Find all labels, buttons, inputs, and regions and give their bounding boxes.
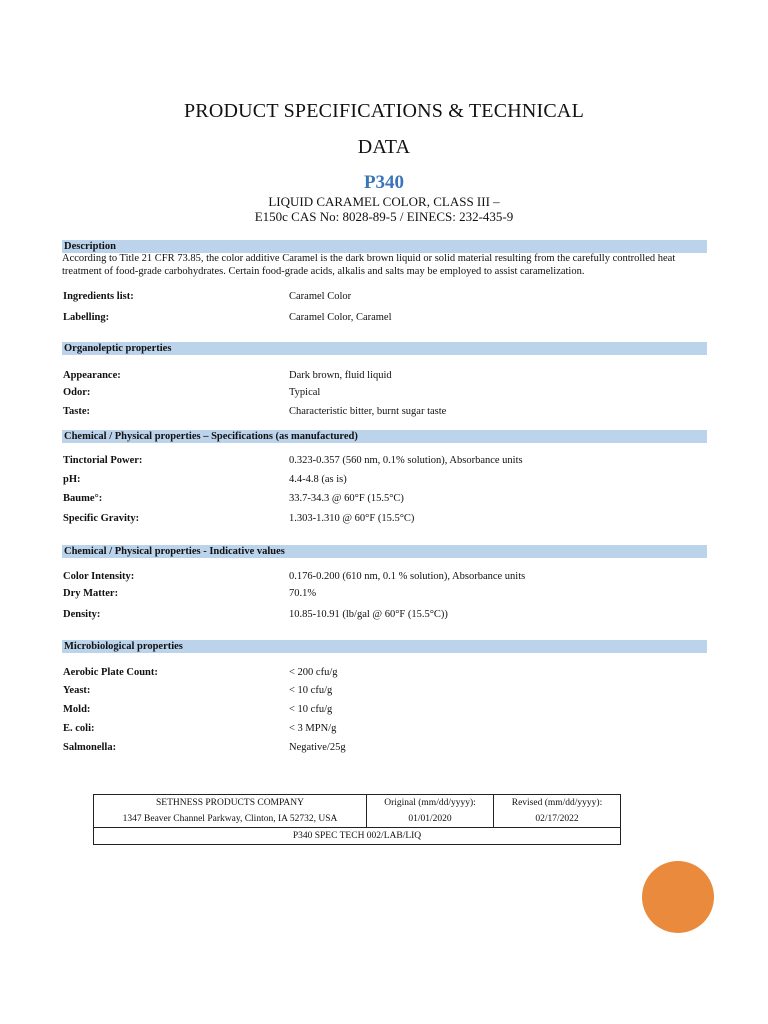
spec-value-tinctorial-power: 0.323-0.357 (560 nm, 0.1% solution), Absorbance units [289,455,523,466]
spec-label-odor: Odor: [63,387,91,398]
spec-label-color-intensity: Color Intensity: [63,571,135,582]
spec-value-color-intensity: 0.176-0.200 (610 nm, 0.1 % solution), Absorbance units [289,571,526,582]
spec-value-ingredients: Caramel Color [289,291,352,302]
section-heading-chemical-indicative: Chemical / Physical properties - Indicative values [62,545,707,558]
footer-original-label: Original (mm/dd/yyyy): [367,795,494,812]
spec-label-ph: pH: [63,474,81,485]
spec-value-mold: < 10 cfu/g [289,704,333,715]
spec-value-taste: Characteristic bitter, burnt sugar taste [289,406,447,417]
spec-value-labelling: Caramel Color, Caramel [289,312,392,323]
section-heading-chemical-specs: Chemical / Physical properties – Specifications (as manufactured) [62,430,707,443]
spec-value-density: 10.85-10.91 (lb/gal @ 60°F (15.5°C)) [289,609,448,620]
footer-company: SETHNESS PRODUCTS COMPANY [94,795,367,812]
spec-label-taste: Taste: [63,406,91,417]
document-footer-table [93,794,621,845]
spec-label-yeast: Yeast: [63,685,91,696]
spec-value-yeast: < 10 cfu/g [289,685,333,696]
footer-revised-date: 02/17/2022 [494,811,621,828]
product-subtitle-line-1: LIQUID CARAMEL COLOR, CLASS III – [268,194,500,209]
spec-value-e-coli: < 3 MPN/g [289,723,337,734]
spec-label-salmonella: Salmonella: [63,742,117,753]
spec-label-labelling: Labelling: [63,312,110,323]
spec-value-specific-gravity: 1.303-1.310 @ 60°F (15.5°C) [289,513,415,524]
spec-label-dry-matter: Dry Matter: [63,588,119,599]
spec-label-specific-gravity: Specific Gravity: [63,513,140,524]
document-title-line-2: DATA [357,136,411,158]
decorative-orange-circle [642,861,714,933]
product-subtitle-line-2: E150c CAS No: 8028-89-5 / EINECS: 232-435-9 [254,209,514,224]
description-text: According to Title 21 CFR 73.85, the color additive Caramel is the dark brown liquid or solid material resulting from the carefully controlled heat treatment of food-grade carbohydrates. Certain food-grade acids, alkalis and salts may be employed to assist caramelization. [62,253,676,277]
spec-label-baume: Baume°: [63,493,103,504]
section-heading-microbiological: Microbiological properties [62,640,707,653]
spec-value-dry-matter: 70.1% [289,588,317,599]
product-code: P340 [363,172,405,193]
spec-label-density: Density: [63,609,101,620]
footer-revised-label: Revised (mm/dd/yyyy): [494,795,621,812]
section-heading-description: Description [62,240,707,253]
spec-value-salmonella: Negative/25g [289,742,346,753]
spec-value-odor: Typical [289,387,321,398]
spec-label-appearance: Appearance: [63,370,121,381]
spec-value-ph: 4.4-4.8 (as is) [289,474,347,485]
section-heading-organoleptic: Organoleptic properties [62,342,707,355]
footer-document-reference: P340 SPEC TECH 002/LAB/LIQ [94,828,621,845]
spec-label-ingredients: Ingredients list: [63,291,134,302]
spec-label-mold: Mold: [63,704,91,715]
spec-label-e-coli: E. coli: [63,723,95,734]
spec-value-aerobic-plate-count: < 200 cfu/g [289,667,338,678]
spec-label-aerobic-plate-count: Aerobic Plate Count: [63,667,158,678]
spec-label-tinctorial-power: Tinctorial Power: [63,455,143,466]
spec-value-appearance: Dark brown, fluid liquid [289,370,392,381]
footer-address: 1347 Beaver Channel Parkway, Clinton, IA 52732, USA [94,811,367,828]
footer-original-date: 01/01/2020 [367,811,494,828]
spec-value-baume: 33.7-34.3 @ 60°F (15.5°C) [289,493,404,504]
document-title-line-1: PRODUCT SPECIFICATIONS & TECHNICAL [183,100,584,122]
